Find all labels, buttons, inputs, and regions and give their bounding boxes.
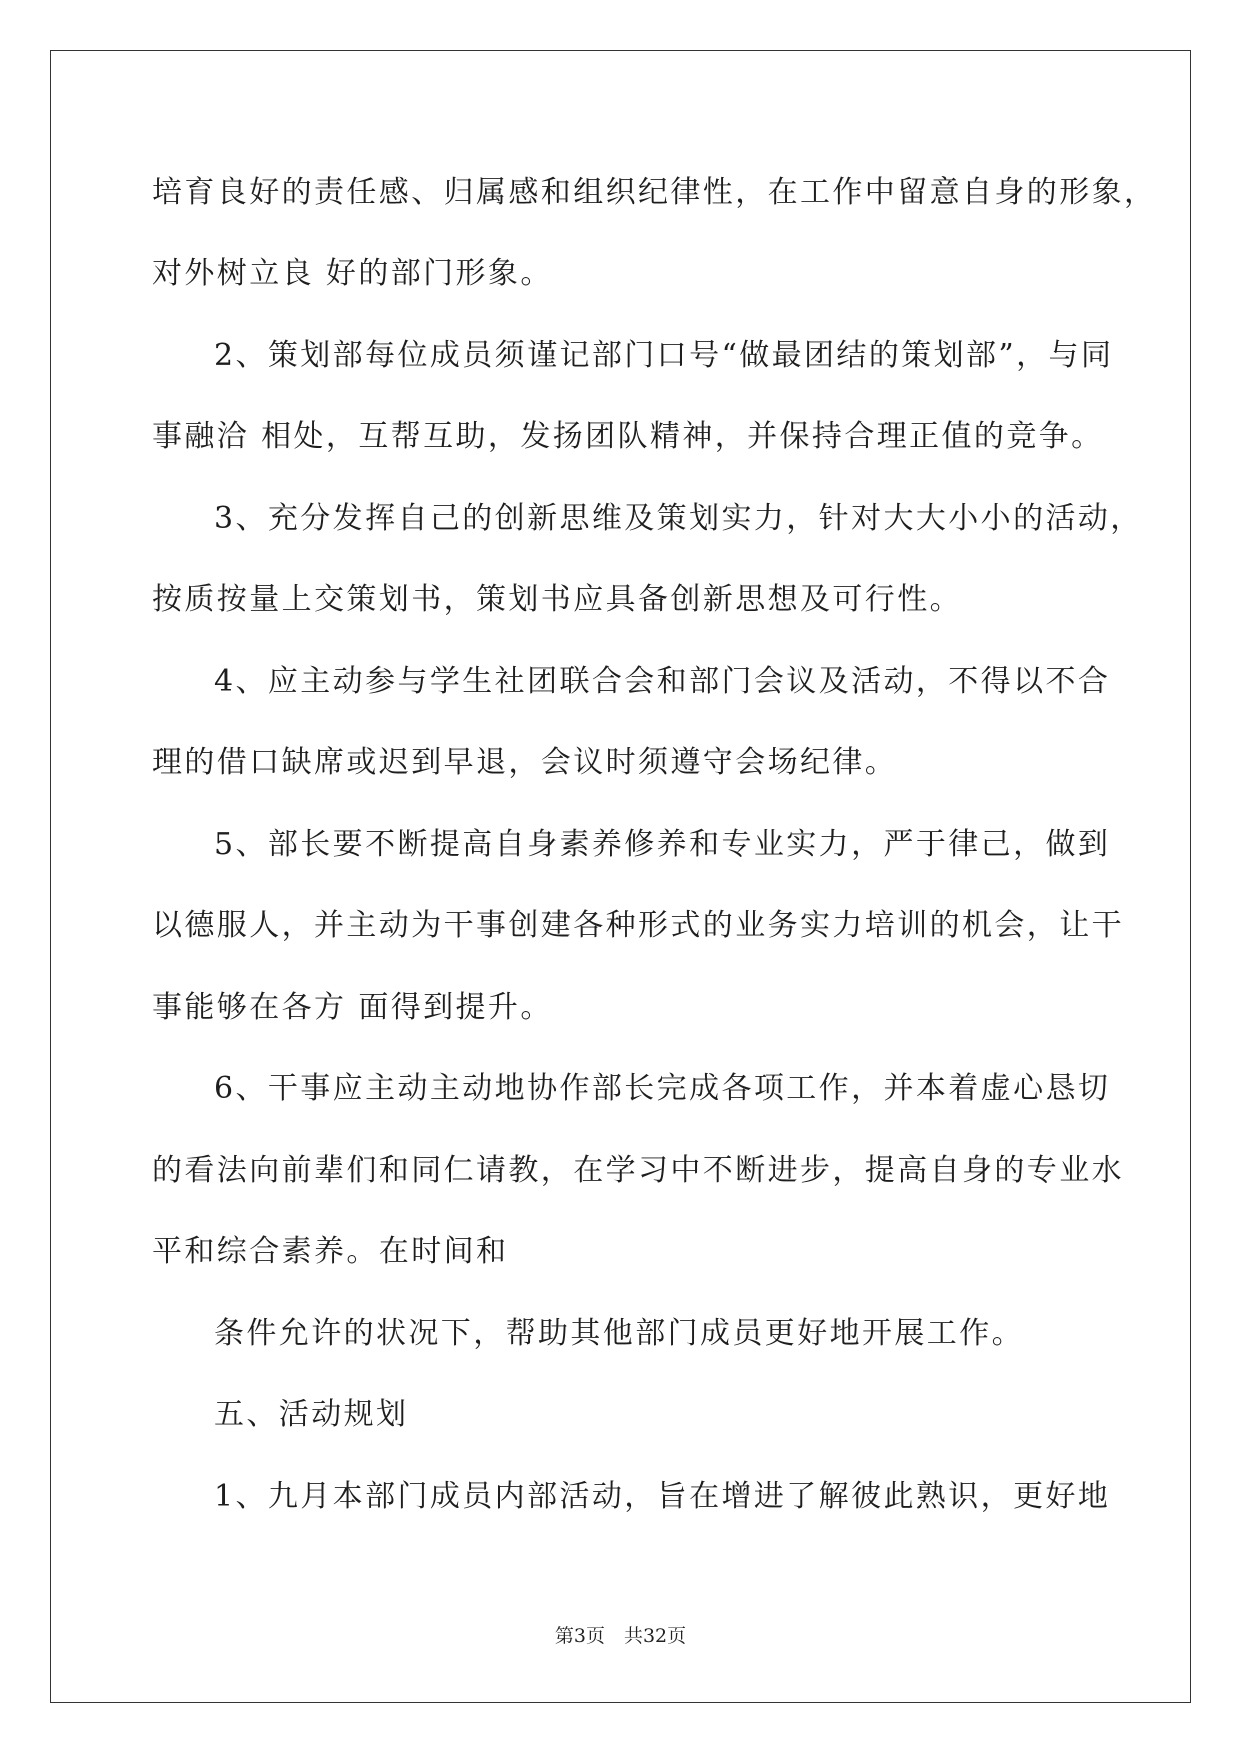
text-line-13: 的看法向前辈们和同仁请教，在学习中不断进步，提高自身的专业水 — [152, 1153, 1124, 1188]
section-heading: 五、活动规划 — [214, 1397, 409, 1432]
text-line-10: 以德服人，并主动为干事创建各种形式的业务实力培训的机会，让干 — [152, 908, 1124, 943]
text-line-3: 2、策划部每位成员须谨记部门口号“做最团结的策划部”，与同 — [214, 338, 1114, 373]
page-border — [50, 50, 1191, 1703]
text-line-12: 6、干事应主动主动地协作部长完成各项工作，并本着虚心恳切 — [214, 1071, 1111, 1106]
text-line-5: 3、充分发挥自己的创新思维及策划实力，针对大大小小的活动， — [214, 501, 1143, 536]
text-line-17: 1、九月本部门成员内部活动，旨在增进了解彼此熟识，更好地 — [214, 1479, 1111, 1514]
text-line-15: 条件允许的状况下，帮助其他部门成员更好地开展工作。 — [214, 1316, 1024, 1351]
text-line-8: 理的借口缺席或迟到早退，会议时须遵守会场纪律。 — [152, 745, 898, 780]
page-number-footer: 第3页 共32页 — [554, 1625, 687, 1647]
text-line-4: 事融洽 相处，互帮互助，发扬团队精神，并保持合理正值的竞争。 — [152, 419, 1104, 454]
text-line-2: 对外树立良 好的部门形象。 — [152, 256, 553, 291]
text-line-1: 培育良好的责任感、归属感和组织纪律性，在工作中留意自身的形象， — [152, 175, 1157, 210]
text-line-14: 平和综合素养。在时间和 — [152, 1234, 509, 1269]
text-line-7: 4、应主动参与学生社团联合会和部门会议及活动，不得以不合 — [214, 664, 1111, 699]
text-line-6: 按质按量上交策划书，策划书应具备创新思想及可行性。 — [152, 582, 962, 617]
text-line-11: 事能够在各方 面得到提升。 — [152, 990, 553, 1025]
text-line-9: 5、部长要不断提高自身素养修养和专业实力，严于律己，做到 — [214, 827, 1111, 862]
